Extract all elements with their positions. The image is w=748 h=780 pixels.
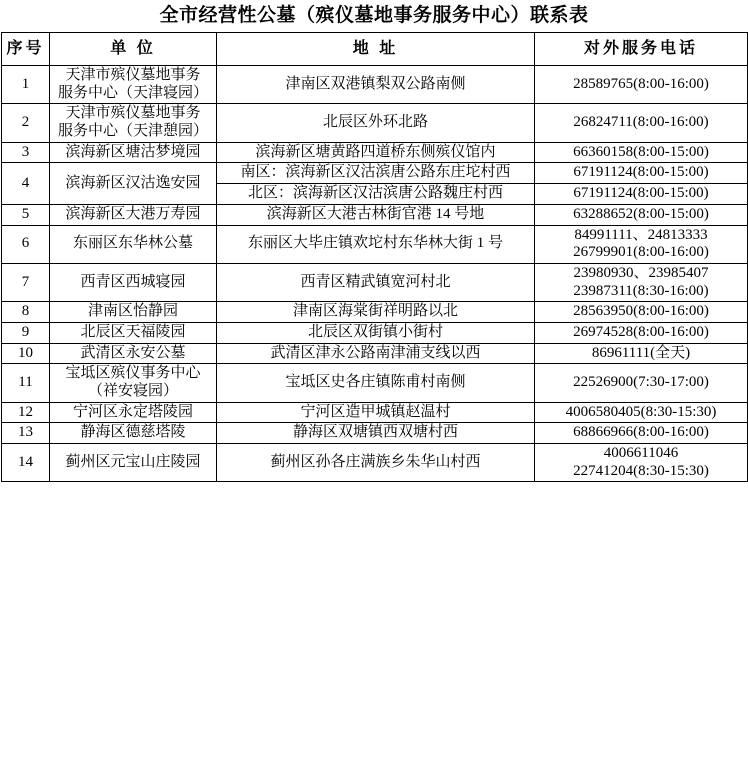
cell-phone <box>535 322 748 343</box>
phone-line: 86961111(全天) <box>591 344 691 361</box>
cell-phone <box>535 163 748 184</box>
cell-unit <box>50 322 217 343</box>
cell-unit <box>50 225 217 263</box>
table-row <box>2 142 748 163</box>
phone-line: 22526900(7:30-17:00) <box>573 374 709 391</box>
cell-unit <box>50 444 217 482</box>
table-row <box>2 163 748 184</box>
unit-name-line: 服务中心（天津憩园） <box>57 123 208 140</box>
unit-name-line: 武清区永安公墓 <box>80 344 186 361</box>
unit-name-line: 宁河区永定塔陵园 <box>72 403 193 420</box>
unit-name-line: 滨海新区塘沽梦境园 <box>65 143 201 160</box>
cell-index: 3 <box>2 142 50 163</box>
phone-line: 84991111、24813333 <box>574 226 708 243</box>
cell-phone <box>535 364 748 402</box>
phone-line: 68866966(8:00-16:00) <box>573 424 709 441</box>
cell-unit <box>50 343 217 364</box>
cell-address: 蓟州区孙各庄满族乡朱华山村西 <box>217 444 535 482</box>
table-row <box>2 104 748 142</box>
phone-line: 63288652(8:00-15:00) <box>573 205 709 222</box>
cell-index: 13 <box>2 423 50 444</box>
column-header-address: 地 址 <box>217 33 535 66</box>
table-row <box>2 423 748 444</box>
cell-index: 11 <box>2 364 50 402</box>
column-header-index: 序号 <box>2 33 50 66</box>
cell-unit <box>50 364 217 402</box>
column-header-phone: 对外服务电话 <box>535 33 748 66</box>
cell-address: 东丽区大毕庄镇欢坨村东华林大街 1 号 <box>217 225 535 263</box>
cell-phone <box>535 423 748 444</box>
phone-line: 66360158(8:00-15:00) <box>573 143 709 160</box>
unit-name-line: 静海区德慈塔陵 <box>80 424 186 441</box>
unit-name-line: 蓟州区元宝山庄陵园 <box>65 453 201 470</box>
cell-address: 武清区津永公路南津浦支线以西 <box>217 343 535 364</box>
phone-line: 4006611046 <box>603 445 679 462</box>
cell-phone <box>535 343 748 364</box>
unit-name-line: 服务中心（天津寝园） <box>57 84 208 101</box>
cemetery-contact-table <box>1 32 748 482</box>
cell-unit <box>50 104 217 142</box>
cell-index: 6 <box>2 225 50 263</box>
table-row <box>2 322 748 343</box>
cell-address: 北区：滨海新区汉沽滨唐公路魏庄村西 <box>217 184 535 205</box>
table-row <box>2 402 748 423</box>
unit-name-line: 滨海新区大港万寿园 <box>65 205 201 222</box>
unit-name-line: 东丽区东华林公墓 <box>72 235 193 252</box>
cell-index: 9 <box>2 322 50 343</box>
page-title: 全市经营性公墓（殡仪墓地事务服务中心）联系表 <box>159 5 589 26</box>
table-row <box>2 66 748 104</box>
column-header-unit: 单 位 <box>50 33 217 66</box>
table-row <box>2 204 748 225</box>
cell-address: 北辰区双街镇小街村 <box>217 322 535 343</box>
cell-address: 宝坻区史各庄镇陈甫村南侧 <box>217 364 535 402</box>
unit-name-line: 津南区怡静园 <box>87 303 178 320</box>
table-row <box>2 263 748 301</box>
phone-line: 28563950(8:00-16:00) <box>573 303 709 320</box>
cell-phone <box>535 263 748 301</box>
cell-unit <box>50 302 217 323</box>
cell-unit <box>50 142 217 163</box>
cell-phone <box>535 302 748 323</box>
unit-name-line: 天津市殡仪墓地事务 <box>65 67 201 83</box>
table-row <box>2 364 748 402</box>
cell-address: 静海区双塘镇西双塘村西 <box>217 423 535 444</box>
phone-line: 22741204(8:30-15:30) <box>573 462 709 479</box>
cell-index: 12 <box>2 402 50 423</box>
table-row <box>2 225 748 263</box>
cell-index: 2 <box>2 104 50 142</box>
cell-index: 14 <box>2 444 50 482</box>
table-row <box>2 444 748 482</box>
phone-line: 67191124(8:00-15:00) <box>573 185 709 202</box>
phone-line: 26799901(8:00-16:00) <box>573 244 709 261</box>
unit-name-line: 西青区西城寝园 <box>80 273 186 290</box>
table-header-row <box>2 33 748 66</box>
cell-unit <box>50 66 217 104</box>
phone-line: 26824711(8:00-16:00) <box>573 114 709 131</box>
phone-line: 26974528(8:00-16:00) <box>573 323 709 340</box>
cell-unit <box>50 263 217 301</box>
cell-address: 南区：滨海新区汉沽滨唐公路东庄坨村西 <box>217 163 535 184</box>
cell-index: 7 <box>2 263 50 301</box>
phone-line: 23987311(8:30-16:00) <box>573 282 709 299</box>
cell-address: 北辰区外环北路 <box>217 104 535 142</box>
unit-name-line: 宝坻区殡仪事务中心 <box>65 365 201 382</box>
cell-phone <box>535 184 748 205</box>
cell-address: 津南区海棠街祥明路以北 <box>217 302 535 323</box>
cell-index: 5 <box>2 204 50 225</box>
cell-unit <box>50 402 217 423</box>
unit-name-line: 天津市殡仪墓地事务 <box>65 105 201 122</box>
cell-phone <box>535 444 748 482</box>
cell-unit <box>50 163 217 204</box>
cell-index: 4 <box>2 163 50 204</box>
cell-phone <box>535 402 748 423</box>
cell-unit <box>50 204 217 225</box>
cell-index: 8 <box>2 302 50 323</box>
cell-address: 滨海新区大港古林街官港 14 号地 <box>217 204 535 225</box>
cell-phone <box>535 66 748 104</box>
cell-address: 滨海新区塘黄路四道桥东侧殡仪馆内 <box>217 142 535 163</box>
table-header <box>2 33 748 66</box>
phone-line: 67191124(8:00-15:00) <box>573 164 709 181</box>
phone-line: 28589765(8:00-16:00) <box>573 75 709 92</box>
cell-index: 1 <box>2 66 50 104</box>
table-body <box>2 66 748 482</box>
cell-phone <box>535 204 748 225</box>
cell-address: 津南区双港镇梨双公路南侧 <box>217 66 535 104</box>
unit-name-line: （祥安寝园） <box>87 383 178 399</box>
table-row <box>2 302 748 323</box>
cell-phone <box>535 104 748 142</box>
unit-name-line: 北辰区天福陵园 <box>80 323 186 340</box>
phone-line: 4006580405(8:30-15:30) <box>565 403 717 420</box>
unit-name-line: 滨海新区汉沽逸安园 <box>65 174 201 191</box>
cell-index: 10 <box>2 343 50 364</box>
cell-phone <box>535 225 748 263</box>
phone-line: 23980930、23985407 <box>573 264 709 281</box>
table-row <box>2 343 748 364</box>
cell-address: 宁河区造甲城镇赵温村 <box>217 402 535 423</box>
cell-unit <box>50 423 217 444</box>
cell-address: 西青区精武镇宽河村北 <box>217 263 535 301</box>
cell-phone <box>535 142 748 163</box>
